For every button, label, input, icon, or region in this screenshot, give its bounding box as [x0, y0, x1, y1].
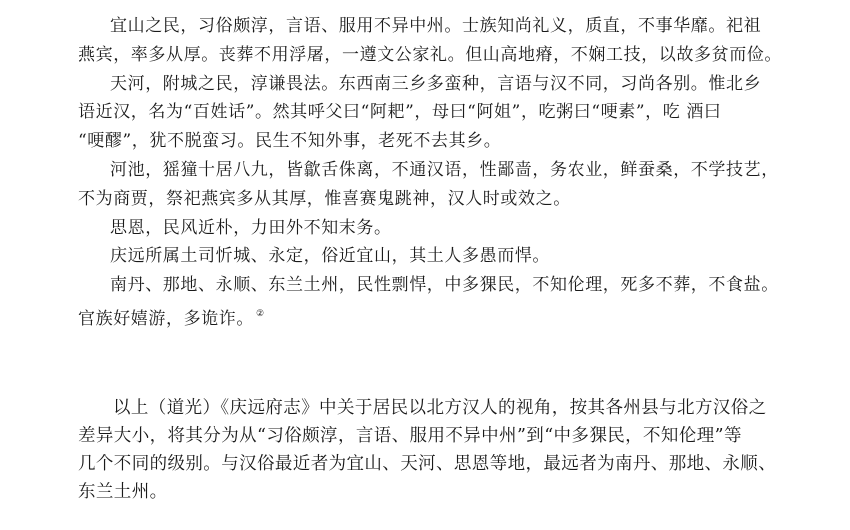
quote-line-last [78, 300, 794, 329]
quote-line: 河池，猺獞十居八九，皆歙舌侏离，不通汉语，性鄙啬，务农业，鲜蚕桑，不学技艺， [110, 159, 779, 180]
quote-line: 不为商贾，祭祀燕宾多从其厚，惟喜赛鬼跳神，汉人时或效之。 [78, 188, 571, 209]
quote-line: 庆远所属土司忻城、永定，俗近宜山，其土人多愚而悍。 [110, 246, 550, 267]
quote-line: 语近汉，名为“百姓话”。然其呼父曰“阿耙”，母曰“阿姐”，吃粥曰“哽素”，吃 酒曰 [78, 102, 722, 123]
body-line: 几个不同的级别。与汉俗最近者为宜山、天河、思恩等地，最远者为南丹、那地、永顺、 [78, 454, 777, 474]
quote-line-text: 官族好嬉游，多诡诈。 [78, 308, 254, 329]
quote-line: “哽醪”，犹不脱蛮习。民生不知外事，老死不去其乡。 [78, 131, 502, 152]
quote-line: 南丹、那地、永顺、东兰土州，民性剽悍，中多猓民，不知伦理，死多不葬，不食盐。 [110, 275, 779, 296]
body-line: 东兰土州。 [78, 482, 168, 502]
footnote-marker: ② [256, 308, 265, 319]
quote-line: 宜山之民，习俗颇淳，言语、服用不异中州。士族知尚礼义，质直，不事华靡。祀祖 [110, 16, 762, 36]
quote-line: 思恩，民风近朴，力田外不知末务。 [110, 217, 392, 238]
quote-line: 天河，附城之民，淳谦畏法。东西南三乡多蛮种，言语与汉不同，习尚各别。惟北乡 [110, 73, 762, 94]
body-line: 以上（道光）《庆远府志》中关于居民以北方汉人的视角，按其各州县与北方汉俗之 [113, 398, 767, 418]
quote-line: 燕宾，率多从厚。丧葬不用浮屠，一遵文公家礼。但山高地瘠，不娴工技，以故多贫而俭。 [78, 44, 782, 65]
body-paragraph [78, 394, 798, 506]
quoted-passage [78, 12, 794, 329]
body-line: 差异大小，将其分为从“习俗颇淳，言语、服用不异中州”到“中多猓民，不知伦理”等 [78, 426, 742, 446]
